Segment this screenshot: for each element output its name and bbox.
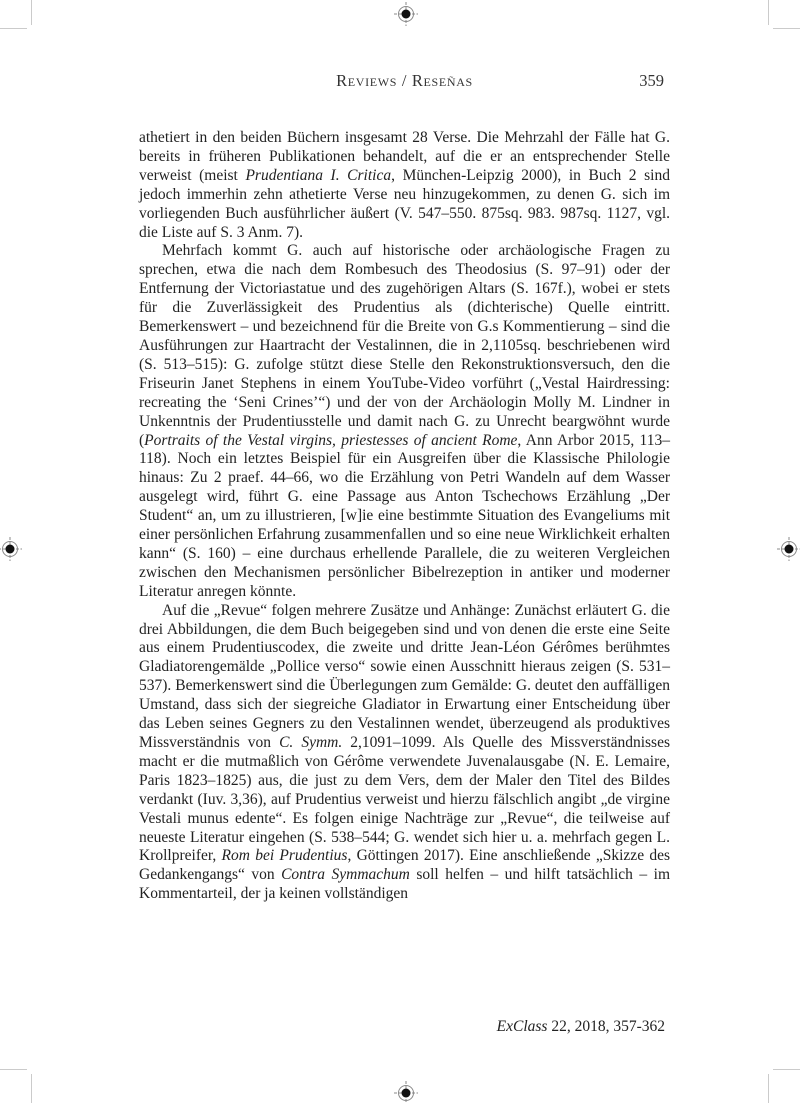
page-number: 359	[639, 71, 664, 90]
running-head: Reviews / Reseñas	[336, 71, 473, 90]
registration-mark-icon	[394, 2, 418, 26]
footer-citation	[139, 1018, 665, 1036]
registration-mark-icon	[777, 537, 800, 561]
crop-mark-top-left-vertical	[31, 0, 32, 25]
citation-detail: 22, 2018, 357-362	[547, 1018, 665, 1035]
paragraph: athetiert in den beiden Büchern insgesamt 28 Verse. Die Mehrzahl der Fälle hat G. bereits in früheren Publikationen behandelt, auf die er an entsprechender Stelle verweist (meist Prudentiana I. Critica, München-Leipzig 2000), in Buch 2 sind jedoch immerhin zehn athetierte Verse neu hinzugekommen, zu denen G. sich im vorliegenden Buch ausführlicher äußert (V. 547–550. 875sq. 983. 987sq. 1127, vgl. die Liste auf S. 3 Anm. 7).	[139, 129, 670, 241]
page-header	[139, 71, 670, 93]
journal-name: ExClass	[496, 1018, 548, 1035]
crop-mark-bottom-right-vertical	[768, 1074, 769, 1103]
crop-mark-top-right-horizontal	[773, 28, 800, 29]
crop-mark-top-right-vertical	[768, 0, 769, 25]
crop-mark-top-left-horizontal	[0, 28, 27, 29]
review-text-block	[139, 129, 670, 904]
registration-mark-icon	[394, 1081, 418, 1103]
paragraph: Mehrfach kommt G. auch auf historische oder archäologische Fragen zu sprechen, etwa die nach dem Rombesuch des Theodosius (S. 97–91) oder der Entfernung der Victoriastatue und des zugehörigen Altars (S. 167f.), wobei er stets für die Zuverlässigkeit des Prudentius als (dichterische) Quelle eintritt. Bemerkenswert – und bezeichnend für die Breite von G.s Kommentierung – sind die Ausführungen zur Haartracht der Vestalinnen, die in 2,1105sq. beschriebenen wird (S. 513–515): G. zufolge stützt diese Stelle den Rekonstruktionsversuch, den die Friseurin Janet Stephens in einem YouTube-Video vorführt („Vestal Hairdressing: recreating the ‘Seni Crines’“) und der von der Archäologin Molly M. Lindner in Unkenntnis der Prudentiusstelle und damit nach G. zu Unrecht beargwöhnt wurde (Portraits of the Vestal virgins, priestesses of ancient Rome, Ann Arbor 2015, 113–118). Noch ein letztes Beispiel für ein Ausgreifen über die Klassische Philologie hinaus: Zu 2 praef. 44–66, wo die Erzählung von Petri Wandeln auf dem Wasser ausgelegt wird, führt G. eine Passage aus Anton Tschechows Erzählung „Der Student“ an, um zu illustrieren, [w]ie eine bestimmte Situation des Evangeliums mit einer persönlichen Erfahrung zusammenfallen und so eine neue Wirklichkeit erhalten kann“ (S. 160) – eine durchaus erhellende Parallele, die zu weiteren Vergleichen zwischen den Mechanismen persönlicher Bibelrezeption in antiker und moderner Literatur anregen könnte.	[139, 242, 670, 600]
registration-mark-icon	[0, 537, 22, 561]
crop-mark-bottom-left-horizontal	[0, 1069, 27, 1070]
paragraph: Auf die „Revue“ folgen mehrere Zusätze und Anhänge: Zunächst erläutert G. die drei Abbildungen, die dem Buch beigegeben sind und von denen die erste eine Seite aus einem Prudentiuscodex, die zweite und dritte Jean-Léon Gérômes berühmtes Gladiatorengemälde „Pollice verso“ sowie einen Ausschnitt hieraus zeigen (S. 531–537). Bemerkenswert sind die Überlegungen zum Gemälde: G. deutet den auffälligen Umstand, dass sich der siegreiche Gladiator in Erwartung einer Entscheidung über das Leben seines Gegners zu den Vestalinnen wendet, überzeugend als produktives Missverständnis von C. Symm. 2,1091–1099. Als Quelle des Missverständnisses macht er die mutmaßlich von Gérôme verwendete Juvenalausgabe (N. E. Lemaire, Paris 1823–1825) aus, die just zu dem Vers, dem der Maler den Titel des Bildes verdankt (Iuv. 3,36), auf Prudentius verweist und hierzu fälschlich angibt „de virgine Vestali munus edente“. Es folgen einige Nachträge zur „Revue“, die teilweise auf neueste Literatur eingehen (S. 538–544; G. wendet sich hier u. a. mehrfach gegen L. Krollpreifer, Rom bei Prudentius, Göttingen 2017). Eine anschließende „Skizze des Gedankengangs“ von Contra Symmachum soll helfen – und hilft tatsächlich – im Kommentarteil, der ja keinen vollständigen	[139, 601, 671, 903]
crop-mark-bottom-right-horizontal	[773, 1069, 800, 1070]
crop-mark-bottom-left-vertical	[31, 1074, 32, 1103]
